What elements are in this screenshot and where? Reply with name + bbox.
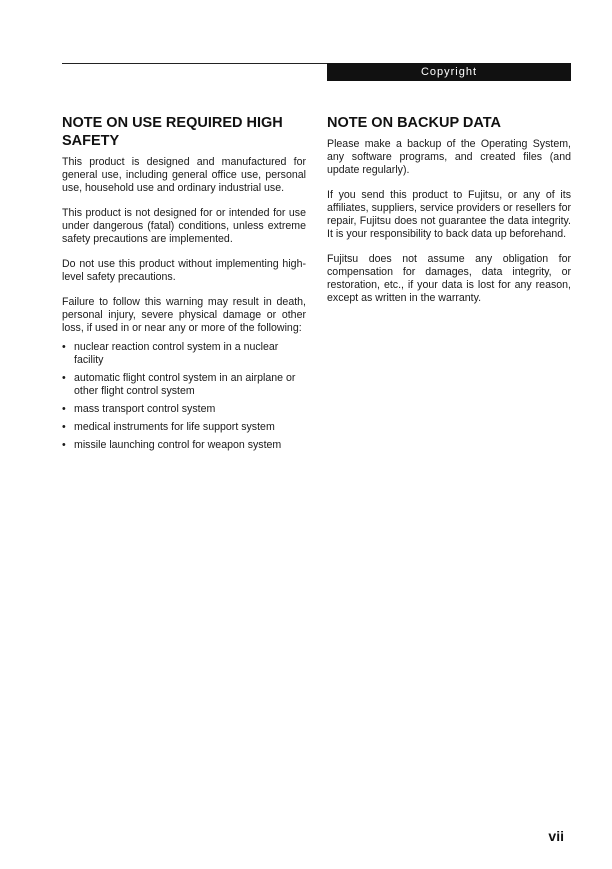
safety-system-list (62, 341, 306, 452)
list-item-text: nuclear reaction control system in a nuclear facility (74, 341, 279, 366)
right-column (327, 114, 571, 317)
bullet-icon: • (62, 421, 66, 433)
list-item (62, 439, 306, 452)
safety-paragraph-3: Do not use this product without implementing high-level safety precautions. (62, 258, 306, 283)
list-item-text: mass transport control system (74, 403, 216, 415)
list-item-text: medical instruments for life support system (74, 421, 275, 433)
safety-paragraph-2: This product is not designed for or intended for use under dangerous (fatal) conditions, unless extreme safety precautions are implemented. (62, 207, 306, 245)
backup-paragraph-3: Fujitsu does not assume any obligation for compensation for damages, data integrity, or restoration, etc., if your data is lost for any reason, except as written in the warranty. (327, 253, 571, 304)
section-label: Copyright (420, 66, 478, 78)
bullet-icon: • (62, 439, 66, 451)
backup-paragraph-1: Please make a backup of the Operating System, any software programs, and created files (and update regularly). (327, 138, 571, 176)
backup-heading: NOTE ON BACKUP DATA (327, 115, 501, 131)
page-number: vii (548, 828, 564, 844)
bullet-icon: • (62, 403, 66, 415)
bullet-icon: • (62, 372, 66, 384)
list-item-text: automatic flight control system in an airplane or other flight control system (74, 372, 296, 397)
left-column (62, 114, 306, 457)
list-item (62, 421, 306, 434)
section-header-bar (327, 63, 571, 81)
safety-heading: NOTE ON USE REQUIRED HIGH SAFETY (62, 115, 283, 149)
list-item (62, 341, 306, 367)
safety-paragraph-4: Failure to follow this warning may result in death, personal injury, severe physical damage or other loss, if used in or near any or more of the following: (62, 296, 306, 334)
backup-paragraph-2: If you send this product to Fujitsu, or any of its affiliates, suppliers, service providers or resellers for repair, Fujitsu does not guarantee the data integrity. It is your responsibility to back data up beforehand. (327, 189, 571, 240)
bullet-icon: • (62, 341, 66, 353)
safety-paragraph-1: This product is designed and manufactured for general use, including general office use, personal use, household use and ordinary industrial use. (62, 156, 306, 194)
list-item (62, 403, 306, 416)
list-item (62, 372, 306, 398)
list-item-text: missile launching control for weapon system (74, 439, 282, 451)
